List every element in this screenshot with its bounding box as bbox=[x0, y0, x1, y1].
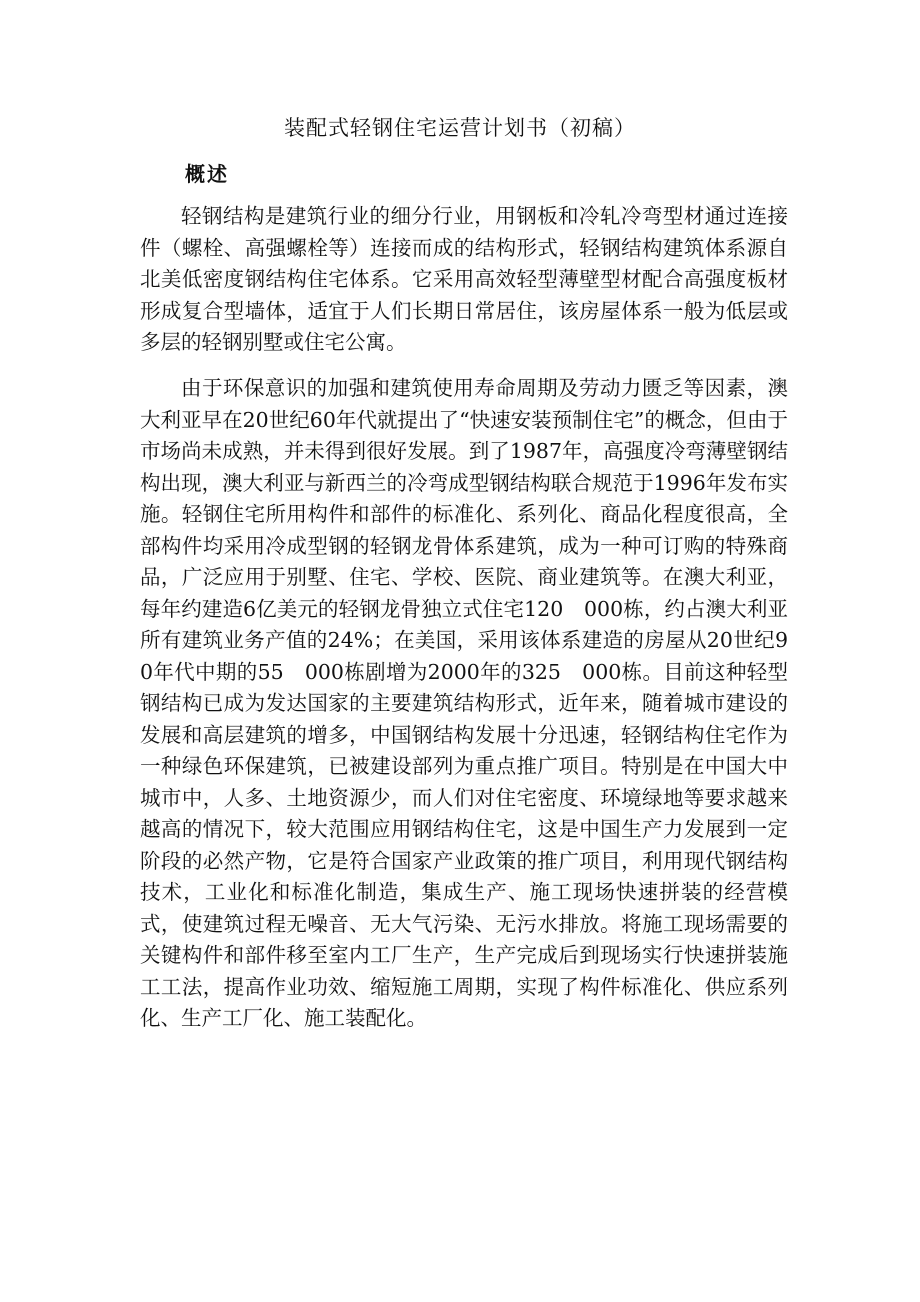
section-heading: 概述 bbox=[185, 162, 229, 186]
paragraph-1: 轻钢结构是建筑行业的细分行业，用钢板和冷轧冷弯型材通过连接件（螺栓、高强螺栓等）连接而成的结构形式，轻钢结构建筑体系源自北美低密度钢结构住宅体系。它采用高效轻型薄壁型材配合高强度板材形成复合型墙体，适宜于人们长期日常居住，该房屋体系一般为低层或多层的轻钢别墅或住宅公寓。 bbox=[140, 204, 788, 354]
document-title: 装配式轻钢住宅运营计划书（初稿） bbox=[284, 116, 636, 140]
paragraph-2: 由于环保意识的加强和建筑使用寿命周期及劳动力匮乏等因素，澳大利亚早在20世纪60年代就提出了“快速安装预制住宅”的概念，但由于市场尚未成熟，并未得到很好发展。到了1987年，高强度冷弯薄壁钢结构出现，澳大利亚与新西兰的冷弯成型钢结构联合规范于1996年发布实施。轻钢住宅所用构件和部件的标准化、系列化、商品化程度很高，全部构件均采用冷成型钢的轻钢龙骨体系建筑，成为一种可订购的特殊商品，广泛应用于别墅、住宅、学校、医院、商业建筑等。在澳大利亚，每年约建造6亿美元的轻钢龙骨独立式住宅120 000栋，约占澳大利亚所有建筑业务产值的24%；在美国，采用该体系建造的房屋从20世纪90年代中期的55 000栋剧增为2000年的325 000栋。目前这种轻型钢结构已成为发达国家的主要建筑结构形式，近年来，随着城市建设的发展和高层建筑的增多，中国钢结构发展十分迅速，轻钢结构住宅作为一种绿色环保建筑，已被建设部列为重点推广项目。特别是在中国大中城市中，人多、土地资源少，而人们对住宅密度、环境绿地等要求越来越高的情况下，较大范围应用钢结构住宅，这是中国生产力发展到一定阶段的必然产物，它是符合国家产业政策的推广项目，利用现代钢结构技术，工业化和标准化制造，集成生产、施工现场快速拼装的经营模式，使建筑过程无噪音、无大气污染、无污水排放。将施工现场需要的关键构件和部件移至室内工厂生产，生产完成后到现场实行快速拼装施工工法，提高作业功效、缩短施工周期，实现了构件标准化、供应系列化、生产工厂化、施工装配化。 bbox=[140, 376, 788, 1030]
